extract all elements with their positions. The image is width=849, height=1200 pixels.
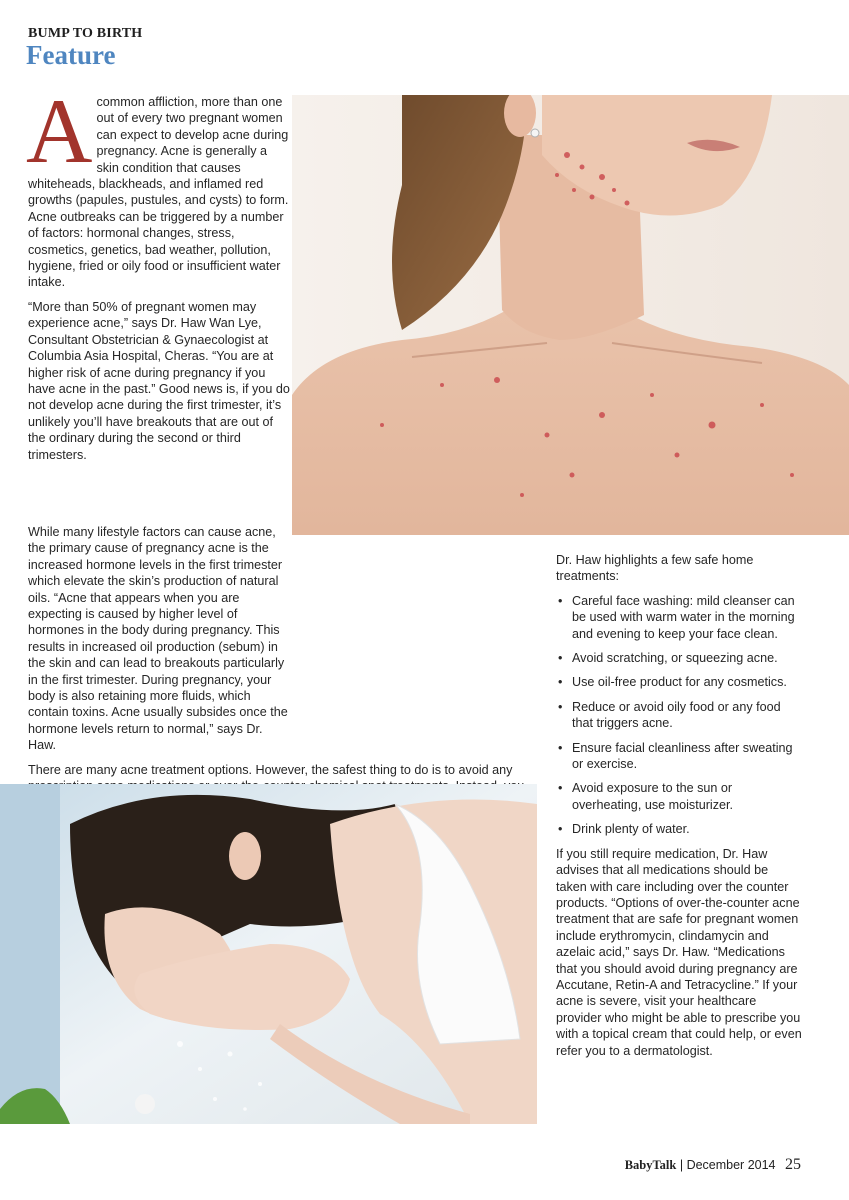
article-left-column bbox=[26, 80, 290, 471]
list-item: • Avoid exposure to the sun or overheating, use moisturizer. bbox=[556, 780, 802, 813]
article-right-column bbox=[556, 552, 802, 1067]
intro-paragraph bbox=[26, 80, 290, 291]
closing-paragraph: If you still require medication, Dr. Haw advises that all medications should be taken with care including over the counter products. “Options of over-the-counter acne treatment that are safe for pregnant women include erythromycin, clindamycin and azelaic acid,” says Dr. Haw. “Medications that you should avoid during pregnancy are Accutane, Retin-A and Tetracycline.” If your acne is severe, visit your healthcare provider who might be able to prescribe you with a topical cream that could help, or even refer you to a dermatologist. bbox=[556, 846, 802, 1058]
tips-intro: Dr. Haw highlights a few safe home treatments: bbox=[556, 553, 754, 584]
list-item: • Reduce or avoid oily food or any food that triggers acne. bbox=[556, 699, 802, 732]
list-item: • Avoid scratching, or squeezing acne. bbox=[556, 650, 802, 666]
face-washing-photo bbox=[0, 784, 537, 1124]
page-footer bbox=[625, 1156, 801, 1174]
list-item: • Ensure facial cleanliness after sweating or exercise. bbox=[556, 740, 802, 773]
footer-separator: | bbox=[679, 1158, 684, 1172]
list-item: • Careful face washing: mild cleanser can be used with warm water in the morning and evening to keep your face clean. bbox=[556, 593, 802, 642]
quote-paragraph: “More than 50% of pregnant women may experience acne,” says Dr. Haw Wan Lye, Consultant Obstetrician & Gynaecologist at Columbia Asia Hospital, Cheras. “You are at higher risk of acne during pregnancy if you have acne in the past.” Good news is, if you do not develop acne during the first trimester, it’s unlikely you’ll have breakouts that are out of the ordinary during the second or third trimesters. bbox=[28, 299, 290, 462]
intro-text: common affliction, more than one out of every two pregnant women can expect to develop acne during pregnancy. Acne is generally a skin condition that causes whiteheads, blackheads, and inflamed red growths (papules, pustules, and cysts) to form. Acne outbreaks can be triggered by a number of factors: hormonal changes, stress, cosmetics, genetics, bad weather, pollution, hygiene, fried or oily food or insufficient water intake. bbox=[28, 95, 289, 290]
issue-date: December 2014 bbox=[686, 1158, 776, 1172]
magazine-brand: BabyTalk bbox=[624, 1158, 677, 1172]
section-title: Feature bbox=[26, 40, 116, 70]
page-number: 25 bbox=[785, 1156, 801, 1173]
section-kicker: BUMP TO BIRTH bbox=[28, 26, 143, 41]
list-item: • Use oil-free product for any cosmetics. bbox=[556, 674, 802, 690]
acne-skin-photo bbox=[292, 95, 849, 535]
tips-list bbox=[556, 593, 802, 838]
drop-cap: A bbox=[26, 80, 93, 182]
treatment-paragraph: There are many acne treatment options. However, the safest thing to do is to avoid any bbox=[28, 762, 513, 777]
list-item: • Drink plenty of water. bbox=[556, 821, 802, 837]
cause-paragraph: While many lifestyle factors can cause acne, the primary cause of pregnancy acne is the increased hormone levels in the first trimester which elevate the skin’s production of natural oils. “Acne that appears when you are expecting is caused by higher level of hormones in the body during pregnancy. This results in increased oil production (sebum) in the skin and can lead to breakouts particularly in the first trimester. During pregnancy, your body is also retaining more fluids, which contain toxins. Acne usually subsides once the hormone levels return to normal,” says Dr. Haw. bbox=[28, 525, 288, 753]
